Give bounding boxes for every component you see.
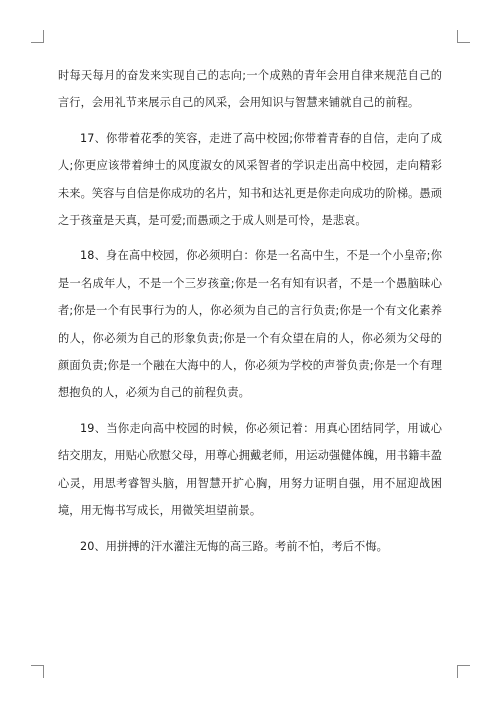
crop-mark-top-right <box>457 30 470 43</box>
paragraph: 20、用拼搏的汗水灌注无悔的高三路。考前不怕，考后不悔。 <box>80 539 388 553</box>
paragraph: 19、当你走向高中校园的时候，你必须记着：用真心团结同学，用诚心结交朋友，用贴心欣慰父母，用尊心拥戴老师，用运动强健体魄，用书籍丰盈心灵，用思考睿智头脑，用智慧开扩心胸，用努力证明自强，用不屈迎战困境，用无悔书写成长，用微笑坦望前景。 <box>58 421 442 518</box>
paragraph: 17、你带着花季的笑容，走进了高中校园;你带着青春的自信，走向了成人;你更应该带着绅士的风度淑女的风采智者的学识走出高中校园，走向精彩未来。笑容与自信是你成功的名片，知书和达礼更是你走向成功的阶梯。愚顽之于孩童是天真，是可爱;而愚顽之于成人则是可怜，是悲哀。 <box>58 131 442 228</box>
crop-mark-bottom-left <box>31 665 44 678</box>
document-body <box>58 62 442 568</box>
crop-mark-top-left <box>31 30 44 43</box>
paragraph: 18、身在高中校园，你必须明白：你是一名高中生，不是一个小皇帝;你是一名成年人，不是一个三岁孩童;你是一名有知有识者，不是一个愚脑昧心者;你是一个有民事行为的人，你必须为自己的言行负责;你是一个有文化素养的人，你必须为自己的形象负责;你是一个有众望在肩的人，你必须为父母的颜面负责;你是一个融在大海中的人，你必须为学校的声誉负责;你是一个有理想抱负的人，必须为自己的前程负责。 <box>58 249 442 400</box>
paragraph: 时每天每月的奋发来实现自己的志向;一个成熟的青年会用自律来规范自己的言行，会用礼节来展示自己的风采，会用知识与智慧来铺就自己的前程。 <box>58 69 442 110</box>
crop-mark-bottom-right <box>457 665 470 678</box>
